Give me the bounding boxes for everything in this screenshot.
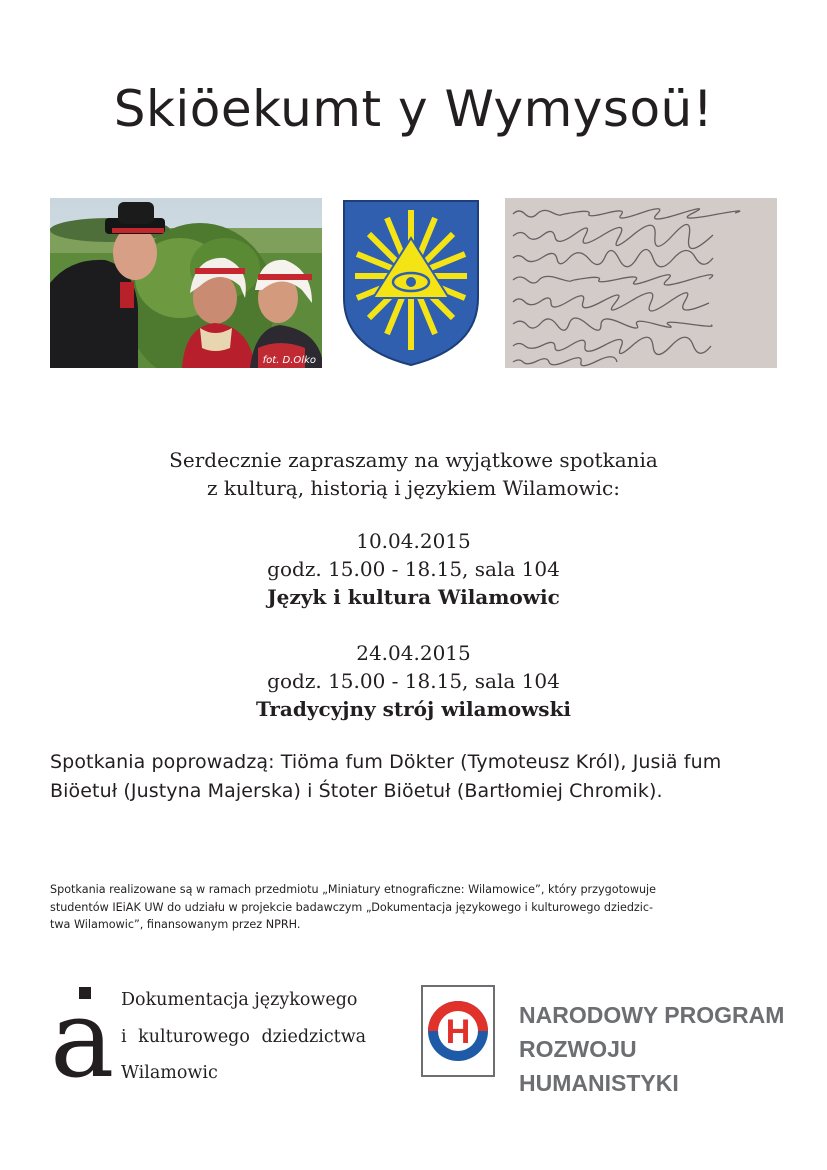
leaders-line-1: Spotkania poprowadzą: Tiöma fum Dökter (Tymoteusz Król), Jusiä fum xyxy=(50,751,722,773)
page-title: Skiöekumt y Wymysoü! xyxy=(113,80,714,138)
leaders-text xyxy=(50,748,790,806)
event-time: godz. 15.00 - 18.15, sala 104 xyxy=(267,669,560,693)
nprh-logo-letter: H xyxy=(445,1013,471,1051)
dokumentacja-logo-glyph: a xyxy=(50,977,115,1102)
footnote-line-3: twa Wilamowic”, finansowanym przez NPRH. xyxy=(50,918,301,931)
leaders-line-2: Biöetuł (Justyna Majerska) i Śtoter Biöetuł (Bartłomiej Chromik). xyxy=(50,780,663,802)
event-date: 10.04.2015 xyxy=(356,529,471,553)
dokumentacja-line-1: Dokumentacja językowego xyxy=(121,990,358,1010)
invitation-line-1: Serdecznie zapraszamy na wyjątkowe spotkania xyxy=(169,448,658,472)
nprh-line-1: NARODOWY PROGRAM xyxy=(519,1002,785,1028)
wilamowice-coat-of-arms xyxy=(341,198,481,368)
dokumentacja-logo-text xyxy=(121,982,381,1092)
nprh-logo-text xyxy=(519,998,799,1100)
dokumentacja-line-3: Wilamowic xyxy=(121,1063,218,1083)
event-topic: Język i kultura Wilamowic xyxy=(267,585,560,609)
photo-credit: fot. D.Olko xyxy=(262,355,316,366)
footnote-line-2: studentów IEiAK UW do udziału w projekcie badawczym „Dokumentacja językowego i kulturowego dziedzic- xyxy=(50,900,654,914)
footnote xyxy=(50,881,780,934)
event-time: godz. 15.00 - 18.15, sala 104 xyxy=(267,557,560,581)
dokumentacja-line-2: i kulturowego dziedzictwa xyxy=(121,1026,367,1047)
event-date: 24.04.2015 xyxy=(356,641,471,665)
nprh-line-2: ROZWOJU HUMANISTYKI xyxy=(519,1036,679,1096)
manuscript-image xyxy=(505,198,777,368)
event-topic: Tradycyjny strój wilamowski xyxy=(255,697,572,721)
invitation-line-2: z kulturą, historią i językiem Wilamowic: xyxy=(207,476,620,500)
invitation-text xyxy=(0,446,827,502)
event-2 xyxy=(0,639,827,723)
footnote-line-1: Spotkania realizowane są w ramach przedmiotu „Miniatury etnograficzne: Wilamowice”, który przygotowuje xyxy=(50,883,657,896)
folk-costume-photo xyxy=(50,198,322,368)
nprh-logo xyxy=(421,985,495,1077)
event-1 xyxy=(0,527,827,611)
